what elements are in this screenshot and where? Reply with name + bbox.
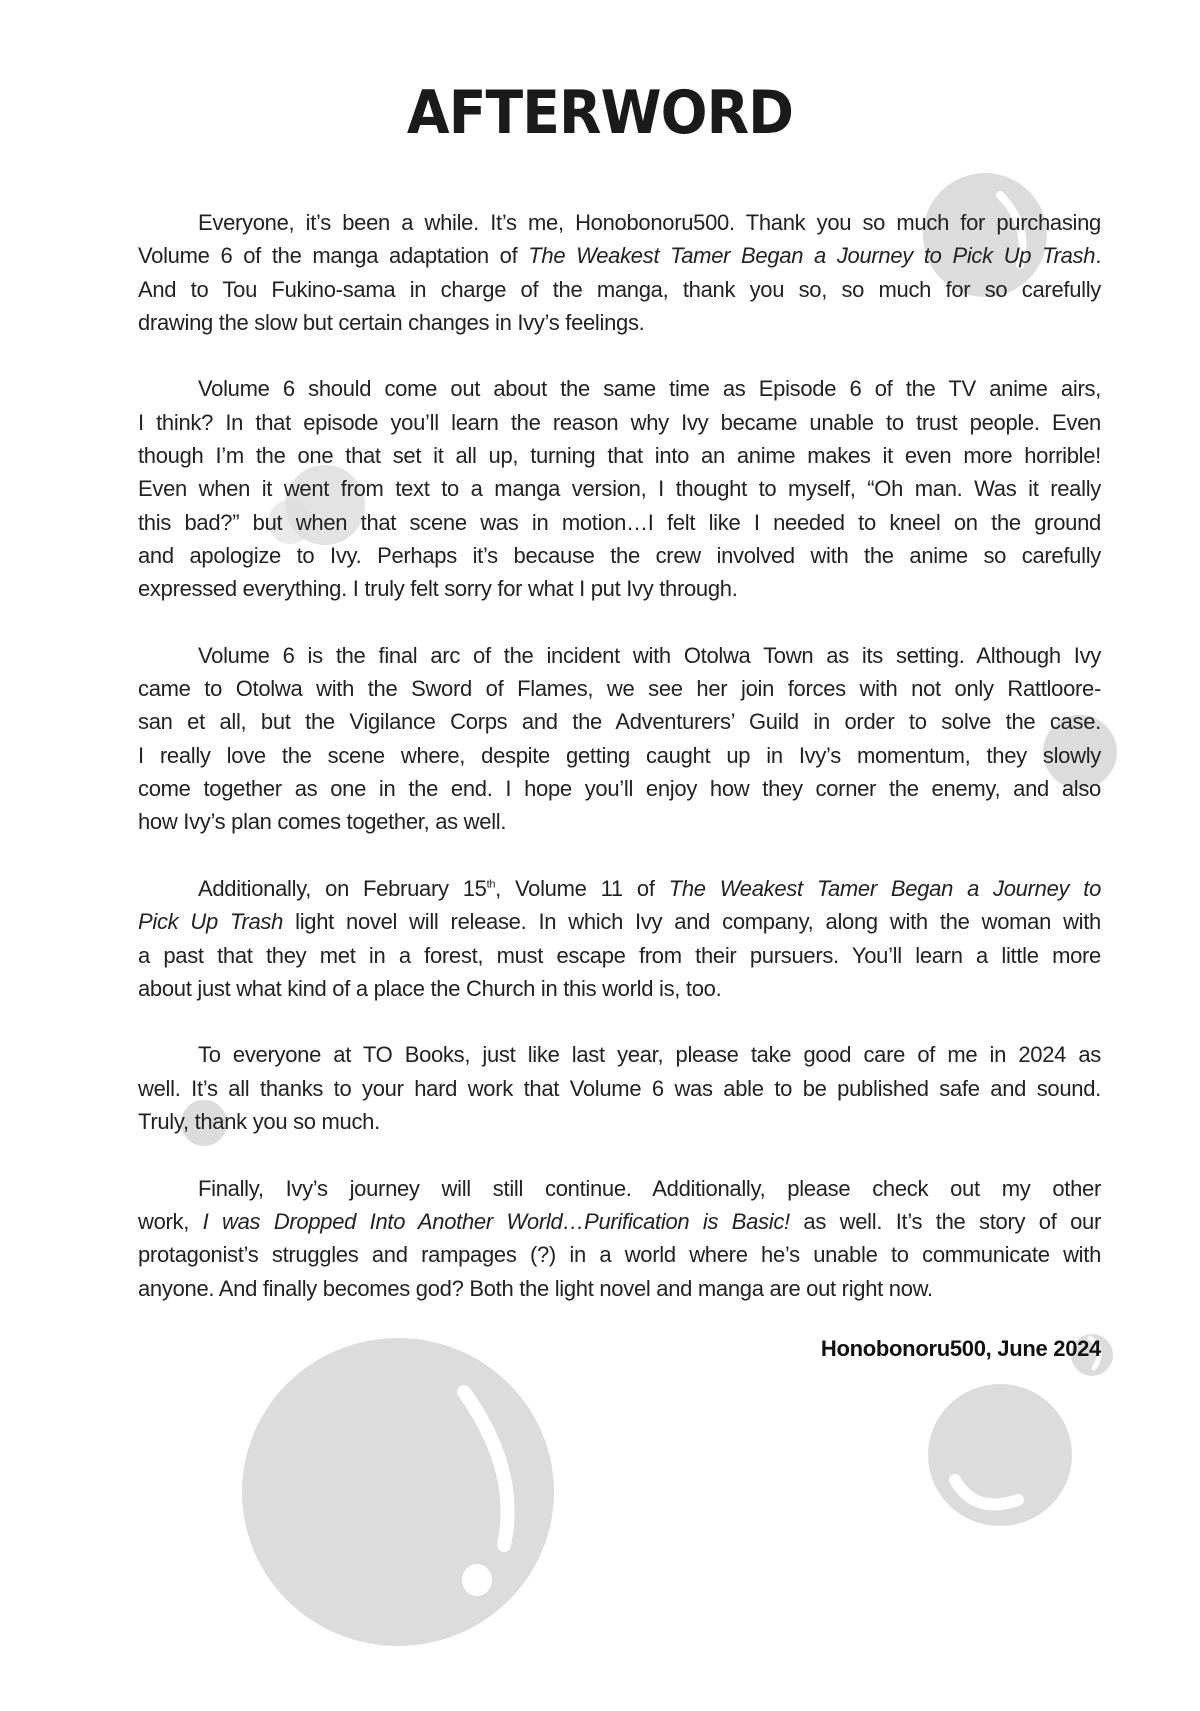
text-line (138, 872, 1101, 905)
text-segment: Volume 6 is the final arc of the incident with Otolwa Town as its setting. Although Ivy (198, 642, 1101, 668)
text-segment: as well. It’s the story of our (789, 1208, 1102, 1234)
text-line (138, 1272, 1101, 1305)
text-line (138, 705, 1101, 738)
book-title-text: Pick Up Trash (138, 909, 284, 935)
text-segment: a past that they met in a forest, must escape from their pursuers. You’ll learn a little more (138, 942, 1101, 968)
text-line (138, 372, 1101, 405)
text-segment: Truly, thank you so much. (138, 1109, 380, 1135)
text-line (138, 739, 1101, 772)
text-segment: and apologize to Ivy. Perhaps it’s because the crew involved with the anime so carefully (138, 542, 1101, 568)
text-line (138, 239, 1101, 272)
ordinal-suffix: th (486, 878, 496, 891)
large-bubble-icon (242, 1338, 554, 1646)
text-segment: Volume 6 of the manga adaptation of (138, 243, 529, 269)
text-line (138, 1205, 1101, 1238)
text-line (138, 939, 1101, 972)
paragraph (138, 1038, 1101, 1138)
text-segment: Additionally, on February 15 (198, 875, 487, 901)
text-segment: drawing the slow but certain changes in Ivy’s feelings. (138, 309, 645, 335)
text-line (138, 539, 1101, 572)
book-title-text: I was Dropped Into Another World…Purification is Basic! (202, 1208, 790, 1234)
text-line (138, 1038, 1101, 1071)
text-segment: Finally, Ivy’s journey will still continue. Additionally, please check out my other (198, 1175, 1101, 1201)
text-line (138, 639, 1101, 672)
text-line (138, 572, 1101, 605)
paragraph (138, 639, 1101, 839)
text-line (138, 905, 1101, 938)
text-segment: anyone. And finally becomes god? Both the light novel and manga are out right now. (138, 1275, 933, 1301)
text-segment: about just what kind of a place the Church in this world is, too. (138, 975, 722, 1001)
text-line (138, 472, 1101, 505)
book-title-text: The Weakest Tamer Began a Journey to Pick Up Trash (528, 243, 1096, 269)
text-segment: san et all, but the Vigilance Corps and the Adventurers’ Guild in order to solve the case. (138, 709, 1101, 735)
text-line (138, 672, 1101, 705)
text-line (138, 1105, 1101, 1138)
text-line (138, 206, 1101, 239)
text-line (138, 805, 1101, 838)
paragraph (138, 372, 1101, 605)
text-line (138, 1072, 1101, 1105)
paragraph (138, 1172, 1101, 1305)
text-segment: how Ivy’s plan comes together, as well. (138, 809, 507, 835)
paragraph (138, 206, 1101, 339)
text-segment: . (1095, 243, 1101, 269)
text-line (138, 439, 1101, 472)
text-segment: Volume 6 should come out about the same time as Episode 6 of the TV anime airs, (198, 376, 1101, 402)
text-segment: , Volume 11 of (495, 875, 669, 901)
bubble-icon (928, 1384, 1072, 1526)
text-segment: Even when it went from text to a manga version, I thought to myself, “Oh man. Was it really (138, 476, 1101, 502)
text-segment: came to Otolwa with the Sword of Flames, we see her join forces with not only Rattloore- (138, 676, 1101, 702)
text-segment: well. It’s all thanks to your hard work that Volume 6 was able to be published safe and sound. (138, 1075, 1101, 1101)
text-segment: though I’m the one that set it all up, turning that into an anime makes it even more horrible! (138, 443, 1101, 469)
text-line (138, 1172, 1101, 1205)
text-segment: protagonist’s struggles and rampages (?) in a world where he’s unable to communicate with (138, 1242, 1101, 1268)
text-segment: I think? In that episode you’ll learn the reason why Ivy became unable to trust people. Even (138, 409, 1101, 435)
page-title: AFTERWORD (406, 78, 794, 148)
text-line (138, 406, 1101, 439)
paragraph (138, 872, 1101, 1005)
text-segment: expressed everything. I truly felt sorry for what I put Ivy through. (138, 576, 738, 602)
text-segment: I really love the scene where, despite getting caught up in Ivy’s momentum, they slowly (138, 742, 1101, 768)
text-segment: this bad?” but when that scene was in motion…I felt like I needed to kneel on the ground (138, 509, 1101, 535)
text-line (138, 306, 1101, 339)
text-segment: light novel will release. In which Ivy and company, along with the woman with (283, 909, 1101, 935)
text-line (138, 273, 1101, 306)
text-segment: Everyone, it’s been a while. It’s me, Honobonoru500. Thank you so much for purchasing (198, 210, 1101, 235)
afterword-body (138, 206, 1101, 1338)
book-title-text: The Weakest Tamer Began a Journey to (668, 875, 1101, 901)
text-segment: To everyone at TO Books, just like last year, please take good care of me in 2024 as (198, 1042, 1101, 1068)
text-line (138, 972, 1101, 1005)
text-segment: And to Tou Fukino-sama in charge of the manga, thank you so, so much for so carefully (138, 276, 1101, 302)
author-signature: Honobonoru500, June 2024 (820, 1336, 1101, 1361)
text-line (138, 1238, 1101, 1271)
text-line (138, 506, 1101, 539)
text-line (138, 772, 1101, 805)
text-segment: work, (138, 1208, 203, 1234)
text-segment: come together as one in the end. I hope you’ll enjoy how they corner the enemy, and also (138, 776, 1101, 802)
